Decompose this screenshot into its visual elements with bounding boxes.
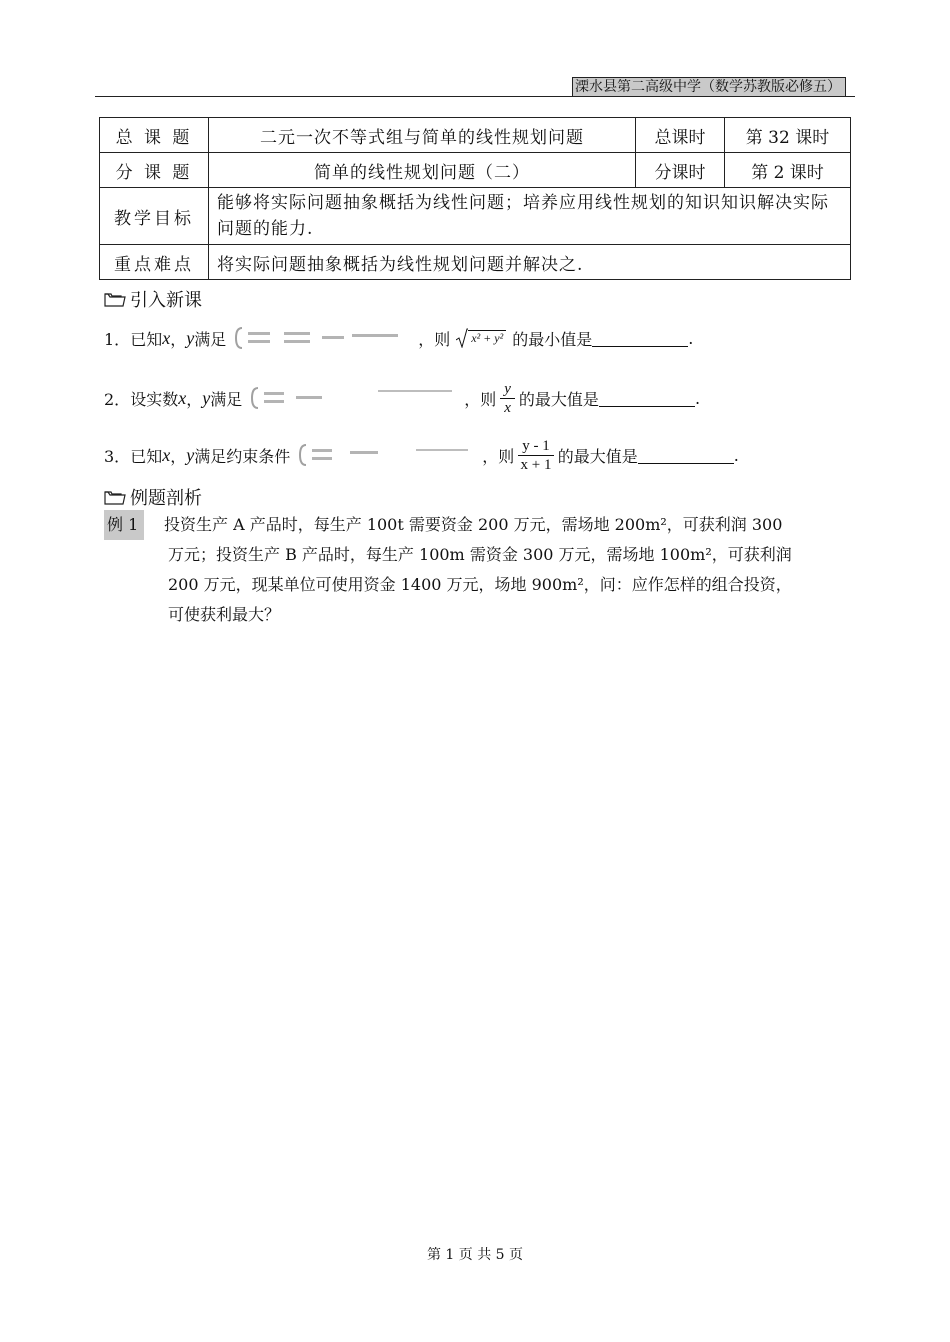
var-x: x	[162, 444, 171, 465]
example-tag: 例 1	[104, 510, 144, 540]
sqrt-expression	[456, 328, 506, 348]
var-x: x	[162, 327, 171, 348]
example-1	[104, 510, 852, 630]
section-title: 引入新课	[130, 290, 202, 311]
example-text: 万元；投资生产 B 产品时，每生产 100m 需资金 300 万元，需场地 100m²，可获利润	[168, 545, 792, 564]
cell-label-2: 总课时	[636, 118, 725, 153]
period: .	[733, 445, 739, 465]
table-row	[100, 188, 851, 245]
table-row	[100, 118, 851, 153]
radicand: x² + y²	[468, 330, 506, 346]
problem-text: 满足	[210, 389, 243, 409]
section-title: 例题剖析	[130, 488, 202, 509]
cell-label-2: 分课时	[636, 153, 725, 188]
table-row	[100, 153, 851, 188]
comma: ，	[186, 389, 203, 409]
cell-sub-hours: 第 2 课时	[725, 153, 851, 188]
problem-text: 已知	[130, 446, 163, 466]
comma: ，	[170, 329, 187, 349]
problem-text: 已知	[130, 329, 163, 349]
problem-text: 的最大值是	[518, 389, 599, 409]
page-number: 第 1 页 共 5 页	[426, 1247, 524, 1263]
constraint-system-image	[296, 441, 476, 469]
denominator: x + 1	[520, 456, 552, 473]
answer-blank[interactable]	[599, 390, 695, 407]
problem-text: ，则	[464, 389, 497, 409]
numerator: y - 1	[518, 437, 554, 456]
cell-objectives: 能够将实际问题抽象概括为线性问题；培养应用线性规划的知识知识解决实际问题的能力.	[209, 188, 851, 245]
var-x: x	[178, 387, 187, 408]
period: .	[694, 388, 701, 408]
example-line	[104, 510, 852, 540]
cell-label: 总 课 题	[100, 118, 209, 153]
cell-sub-topic: 简单的线性规划问题（二）	[209, 153, 636, 188]
denominator: x	[504, 399, 511, 416]
lesson-info-table	[99, 117, 851, 280]
problem-2	[104, 376, 700, 420]
cell-main-topic: 二元一次不等式组与简单的线性规划问题	[209, 118, 636, 153]
problem-text: ，则	[482, 446, 515, 466]
problem-number: 1．	[104, 329, 131, 349]
problem-text: 设实数	[130, 389, 179, 409]
cell-label: 重点难点	[100, 245, 209, 280]
problem-text: 的最小值是	[512, 329, 593, 349]
numerator: y	[500, 380, 515, 399]
problem-number: 3．	[104, 446, 131, 466]
section-heading-examples	[104, 484, 202, 510]
cell-key-points: 将实际问题抽象概括为线性规划问题并解决之.	[209, 245, 851, 280]
folder-icon	[104, 489, 126, 505]
problem-text: 满足约束条件	[194, 446, 291, 466]
folder-icon	[104, 291, 126, 307]
var-y: y	[186, 327, 195, 348]
fraction-y-over-x	[500, 380, 515, 417]
cell-total-hours: 第 32 课时	[725, 118, 851, 153]
constraint-system-image	[248, 384, 458, 412]
example-text: 可使获利最大？	[168, 605, 281, 624]
fraction-expression	[518, 437, 554, 474]
problem-1	[104, 318, 693, 358]
cell-label: 分 课 题	[100, 153, 209, 188]
school-header: 溧水县第二高级中学（数学苏教版必修五）	[572, 77, 846, 97]
problem-text: 的最大值是	[557, 446, 638, 466]
problem-text: ，则	[418, 329, 451, 349]
period: .	[688, 328, 694, 348]
problem-number: 2．	[104, 389, 131, 409]
problem-3	[104, 432, 739, 478]
var-y: y	[186, 444, 195, 465]
example-text: 200 万元，现某单位可使用资金 1400 万元，场地 900m²，问：应作怎样的组合投资，	[168, 575, 792, 594]
constraint-system-image	[232, 324, 412, 352]
answer-blank[interactable]	[638, 447, 734, 464]
var-y: y	[202, 387, 211, 408]
cell-label: 教学目标	[100, 188, 209, 245]
radical-sign-icon	[456, 328, 468, 348]
answer-blank[interactable]	[592, 330, 688, 347]
example-text: 投资生产 A 产品时，每生产 100t 需要资金 200 万元，需场地 200m²，可获利润 300	[164, 515, 783, 534]
problem-text: 满足	[194, 329, 227, 349]
header-rule	[95, 96, 855, 97]
comma: ，	[170, 446, 187, 466]
section-heading-intro	[104, 286, 202, 312]
table-row	[100, 245, 851, 280]
